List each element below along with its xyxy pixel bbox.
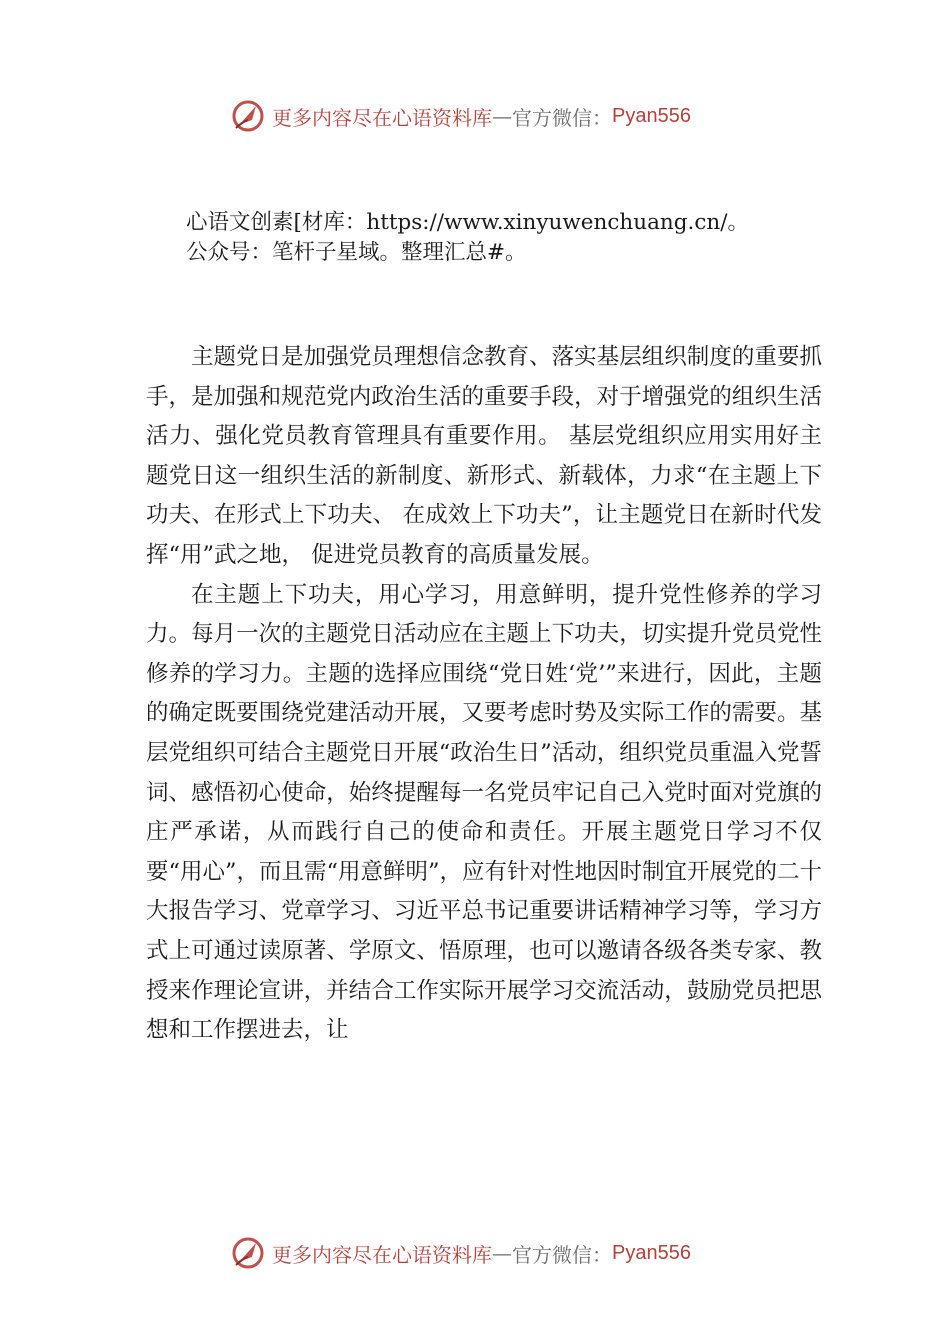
paragraph: 在主题上下功夫，用心学习，用意鲜明，提升党性修养的学习力。每月一次的主题党日活动应在主题上下功夫，切实提升党员党性修养的学习力。主题的选择应围绕“党日姓‘党’”来进行，因此，主题的确定既要围绕党建活动开展，又要考虑时势及实际工作的需要。基层党组织可结合主题党日开展“政治生日”活动，组织党员重温入党誓词、感悟初心使命，始终提醒每一名党员牢记自己入党时面对党旗的庄严承诺，从而践行自己的使命和责任。开展主题党日学习不仅要“用心”，而且需“用意鲜明”，应有针对性地因时制宜开展党的二十大报告学习、党章学习、习近平总书记重要讲话精神学习等，学习方式上可通过读原著、学原文、悟原理，也可以邀请各级各类专家、教授来作理论宣讲，并结合工作实际开展学习交流活动，鼓励党员把思想和工作摆进去，让 (146, 581, 823, 1044)
banner-dash: — (492, 104, 512, 128)
header-banner (230, 96, 691, 136)
source-line-2: 公众号：笔杆子星域。整理汇总#。 (186, 240, 527, 265)
document-body (146, 338, 822, 1051)
quill-logo-icon (230, 98, 266, 134)
source-note (186, 208, 826, 268)
banner-sub-text: 官方微信： (512, 105, 612, 130)
banner-main-text: 更多内容尽在心语资料库 (272, 1242, 492, 1267)
paragraph: 主题党日是加强党员理想信念教育、落实基层组织制度的重要抓手，是加强和规范党内政治生活的重要手段，对于增强党的组织生活活力、强化党员教育管理具有重要作用。 基层党组织应用实用好主题党日这一组织生活的新制度、新形式、新载体，力求“在主题上下功夫、在形式上下功夫、 在成效上下功夫”，让主题党日在新时代发挥“用”武之地， 促进党员教育的高质量发展。 (146, 344, 822, 568)
footer-banner (230, 1233, 691, 1273)
quill-logo-icon (230, 1235, 266, 1271)
banner-dash: — (492, 1241, 512, 1265)
banner-main-text: 更多内容尽在心语资料库 (272, 105, 492, 130)
banner-wechat-id: Pyan556 (612, 1241, 691, 1264)
banner-sub-text: 官方微信： (512, 1242, 612, 1267)
banner-wechat-id: Pyan556 (612, 104, 691, 127)
source-line-1: 心语文创素[材库：https://www.xinyuwenchuang.cn/。 (186, 210, 749, 235)
